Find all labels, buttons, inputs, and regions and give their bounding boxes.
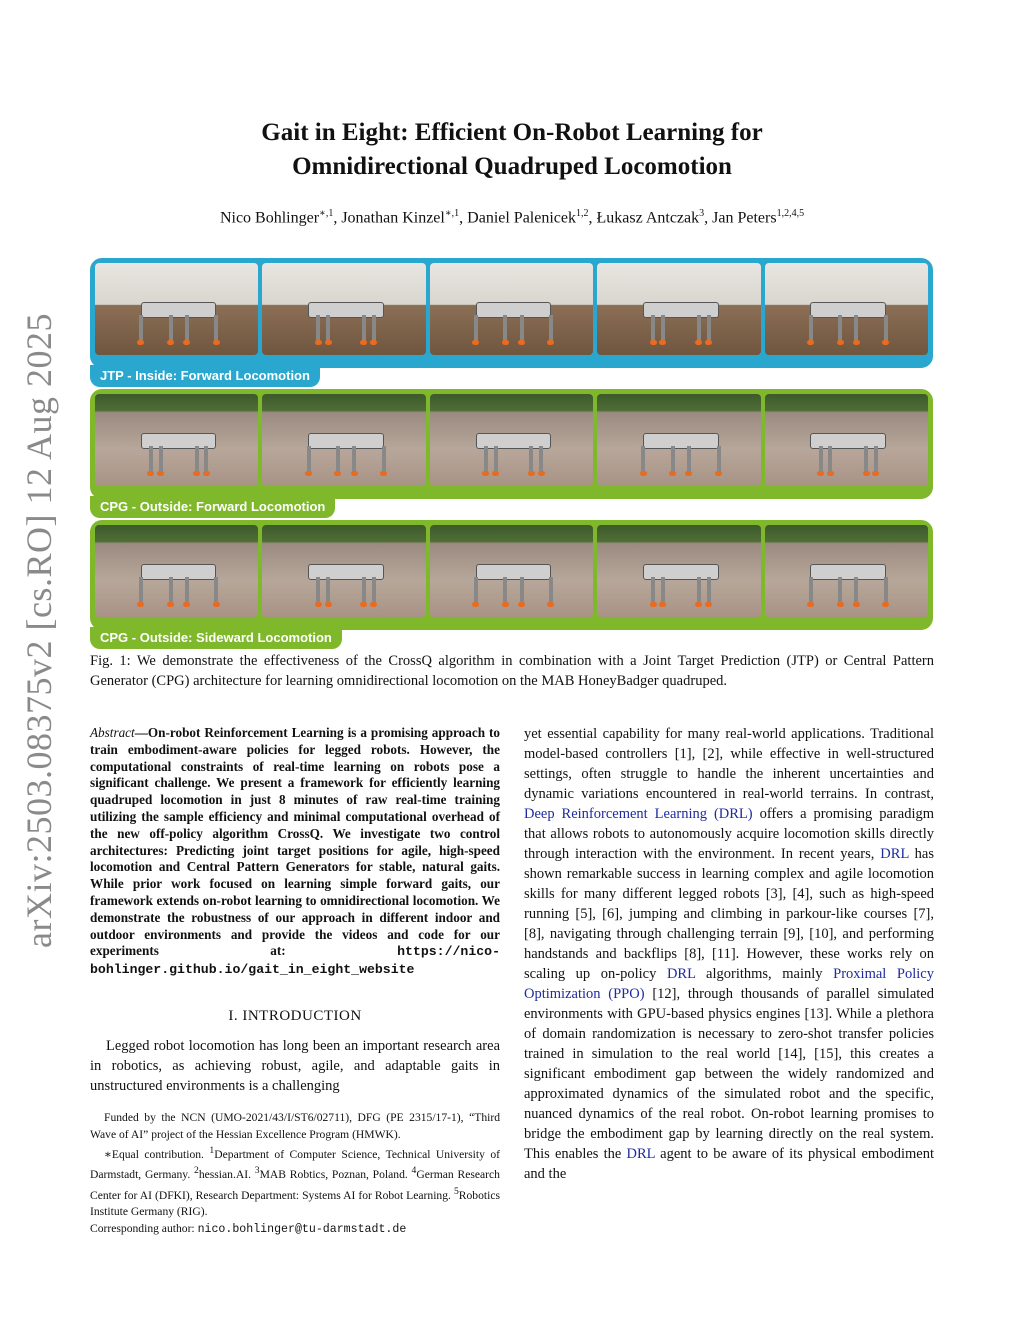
robot-foot: [518, 602, 525, 607]
funding-note: Funded by the NCN (UMO-2021/43/I/ST6/02711), DFG (PE 2315/17-1), “Third Wave of AI” project of the Hessian Excellence Program (HMWK).: [90, 1111, 500, 1141]
panel-label: JTP - Inside: Forward Locomotion: [90, 365, 320, 387]
robot-body: [141, 564, 217, 581]
robot-leg: [484, 446, 488, 474]
affiliation-1: Department of Computer Science, Technical University of Darmstadt, Germany.: [90, 1147, 500, 1182]
robot-leg: [641, 446, 645, 474]
robot-body: [810, 302, 886, 319]
robot-foot: [538, 471, 545, 476]
robot-leg: [316, 315, 320, 343]
robot-foot: [547, 602, 554, 607]
robot-leg: [549, 577, 553, 605]
figure-panel-cpg-sideward: [90, 520, 933, 645]
robot-foot: [882, 340, 889, 345]
robot-leg: [884, 315, 888, 343]
robot-leg: [838, 577, 842, 605]
robot-photo: [430, 394, 593, 486]
drl-acronym-link[interactable]: DRL: [666, 966, 696, 982]
affiliation-5: Robotics Institute Germany (RIG).: [90, 1188, 500, 1219]
robot-photo: [430, 525, 593, 617]
title-line-1: Gait in Eight: Efficient On-Robot Learning for: [261, 119, 763, 146]
robot-leg: [809, 315, 813, 343]
abstract: [90, 725, 500, 979]
robot-body: [643, 433, 719, 450]
affiliation-note: ∗Equal contribution. $^1$Department of Computer Science, Technical University of Darmstadt, Germany. $^2$hessian.AI. $^3$MAB Robtics, Poznan, Poland. $^4$German Research Center for AI (DFKI), Research Department: Systems AI for Robot Learning. $^5$Robotics Institute Germany (RIG).: [90, 1145, 500, 1219]
author-affiliation: ∗,1: [444, 208, 460, 219]
author-affiliation: ∗,1: [319, 208, 334, 219]
robot-leg: [139, 577, 143, 605]
robot-leg: [828, 446, 832, 474]
robot-leg: [529, 446, 533, 474]
equal-contribution: ∗Equal contribution.: [104, 1147, 204, 1161]
robot-leg: [697, 577, 701, 605]
robot-foot: [853, 602, 860, 607]
robot-leg: [661, 577, 665, 605]
robot-foot: [872, 471, 879, 476]
robot-photo: [430, 263, 593, 355]
robot-photo: [597, 525, 760, 617]
abstract-dash: —: [134, 725, 148, 740]
robot-leg: [372, 577, 376, 605]
robot-leg: [316, 577, 320, 605]
robot-foot: [137, 340, 144, 345]
robot-foot: [659, 602, 666, 607]
robot-foot: [640, 471, 647, 476]
robot-foot: [482, 471, 489, 476]
robot-leg: [326, 577, 330, 605]
author: Łukasz Antczak: [596, 209, 700, 227]
robot-leg: [854, 577, 858, 605]
figure-caption: Fig. 1: We demonstrate the effectiveness of the CrossQ algorithm in combination with a Joint Target Prediction (JTP) or Central Pattern Generator (CPG) architecture for learning omnidirectional locomotion on the MAB HoneyBadger quadruped.: [90, 653, 934, 689]
robot-body: [476, 302, 552, 319]
author-list: Nico Bohlinger$^{∗,1}$, Jonathan Kinzel$^{∗,1}$, Daniel Palenicek$^{1,2}$, Łukasz Antczak$^3$, Jan Peters$^{1,2,4,5}$: [219, 208, 805, 227]
robot-foot: [547, 340, 554, 345]
robot-foot: [183, 602, 190, 607]
section-number: I.: [228, 1008, 239, 1024]
author-affiliation: 1,2,4,5: [776, 208, 805, 219]
corresponding-label: Corresponding author:: [90, 1221, 195, 1235]
robot-foot: [334, 471, 341, 476]
robot-foot: [705, 602, 712, 607]
robot-foot: [705, 340, 712, 345]
panel-label: CPG - Outside: Forward Locomotion: [90, 496, 335, 518]
robot-leg: [671, 446, 675, 474]
robot-foot: [472, 340, 479, 345]
robot-foot: [528, 471, 535, 476]
robot-foot: [213, 602, 220, 607]
abstract-body: On-robot Reinforcement Learning is a promising approach to train embodiment-aware policies for legged robots. However, the computational constraints of real-time learning on robots pose a significant challenge. We present a framework for efficiently learning quadruped locomotion in just 8 minutes of raw real-time training utilizing the sample efficiency and minimal computational overhead of the new off-policy algorithm CrossQ. We investigate two control architectures: Predicting joint target positions for agile, high-speed locomotion and Central Pattern Generators for stable, natural gaits. While prior work focused on learning simple forward gaits, our framework extends on-robot learning to omnidirectional locomotion. We demonstrate the robustness of our approach in different indoor and outdoor environments and provide the videos and code for our experiments at:: [90, 725, 500, 959]
affiliation-4: German Research Center for AI (DFKI), Research Department: Systems AI for Robot Learning.: [90, 1168, 500, 1202]
robot-photo: [262, 525, 425, 617]
robot-foot: [817, 471, 824, 476]
robot-foot: [518, 340, 525, 345]
text-run: [12], through thousands of parallel simulated environments with GPU-based physics engines [13]. While a plethora of domain randomization is necessary to zero-shot transfer policies trained in simulation to the real world [14], [15], this creates a significant embodiment gap between the widely randomized and approximated dynamics of the simulated robot and the specific, nuanced dynamics of the real robot. On-robot learning promises to bridge the embodiment gap by learning directly on the real system. This enables the: [524, 986, 934, 1162]
intro-right-column: [524, 724, 934, 1184]
robot-foot: [827, 471, 834, 476]
robot-foot: [502, 602, 509, 607]
robot-photo: [765, 394, 928, 486]
robot-photo: [95, 394, 258, 486]
robot-foot: [695, 602, 702, 607]
robot-leg: [539, 446, 543, 474]
robot-leg: [159, 446, 163, 474]
drl-acronym-link[interactable]: Deep Reinforcement Learning (DRL): [524, 806, 753, 822]
robot-leg: [204, 446, 208, 474]
robot-foot: [685, 471, 692, 476]
robot-leg: [651, 577, 655, 605]
author-affiliation: 1,2: [576, 208, 589, 219]
robot-leg: [717, 446, 721, 474]
robot-foot: [137, 602, 144, 607]
robot-photo: [597, 394, 760, 486]
robot-leg: [195, 446, 199, 474]
robot-leg: [169, 315, 173, 343]
robot-leg: [139, 315, 143, 343]
robot-foot: [853, 340, 860, 345]
robot-foot: [351, 471, 358, 476]
robot-leg: [474, 577, 478, 605]
robot-foot: [183, 340, 190, 345]
robot-foot: [502, 340, 509, 345]
robot-foot: [863, 471, 870, 476]
text-run: offers a promising paradigm that allows robots to autonomously acquire locomotion skills directly through interaction with the environment. In recent years,: [524, 806, 934, 862]
project-url-link[interactable]: https://nico-bohlinger.github.io/gait_in_eight_website: [90, 944, 500, 978]
robot-photo: [262, 263, 425, 355]
image-strip: [95, 394, 928, 486]
robot-foot: [157, 471, 164, 476]
robot-leg: [874, 446, 878, 474]
robot-body: [476, 564, 552, 581]
author: Jan Peters: [712, 209, 777, 227]
robot-leg: [809, 577, 813, 605]
robot-foot: [650, 602, 657, 607]
robot-photo: [95, 525, 258, 617]
robot-body: [810, 564, 886, 581]
robot-photo: [95, 263, 258, 355]
robot-leg: [884, 577, 888, 605]
title-line-2: Omnidirectional Quadruped Locomotion: [292, 153, 732, 180]
robot-leg: [307, 446, 311, 474]
robot-foot: [695, 340, 702, 345]
robot-leg: [864, 446, 868, 474]
paper-title: [90, 116, 934, 184]
robot-foot: [492, 471, 499, 476]
robot-foot: [203, 471, 210, 476]
robot-foot: [370, 602, 377, 607]
robot-leg: [494, 446, 498, 474]
intro-paragraph: [90, 1036, 500, 1096]
image-strip: [95, 263, 928, 355]
image-strip: [95, 525, 928, 617]
robot-foot: [325, 340, 332, 345]
robot-leg: [549, 315, 553, 343]
robot-body: [141, 302, 217, 319]
affiliation-2: hessian.AI.: [198, 1168, 252, 1182]
robot-photo: [765, 263, 928, 355]
text-run: yet essential capability for many real-world applications. Traditional model-based controllers [1], [2], while effective in well-structured settings, often struggle to handle the inherent uncertainties and dynamic variations encountered in real-world terrains. In contrast,: [524, 726, 934, 802]
robot-leg: [214, 577, 218, 605]
robot-photo: [262, 394, 425, 486]
robot-foot: [370, 340, 377, 345]
robot-leg: [707, 315, 711, 343]
robot-photo: [597, 263, 760, 355]
author: Daniel Palenicek: [467, 209, 576, 227]
text-run: algorithms, mainly: [695, 966, 834, 982]
robot-leg: [661, 315, 665, 343]
panel-label: CPG - Outside: Sideward Locomotion: [90, 627, 342, 649]
robot-leg: [819, 446, 823, 474]
affiliation-3: MAB Robtics, Poznan, Poland.: [259, 1168, 408, 1182]
robot-foot: [882, 602, 889, 607]
robot-foot: [193, 471, 200, 476]
figure-panel-jtp-inside: [90, 258, 933, 383]
drl-acronym-link[interactable]: DRL: [880, 846, 909, 862]
intro-right-text: [524, 724, 934, 1184]
author: Nico Bohlinger: [219, 209, 320, 227]
robot-foot: [213, 340, 220, 345]
drl-acronym-link[interactable]: DRL: [626, 1146, 655, 1162]
author: Jonathan Kinzel: [341, 209, 445, 227]
robot-leg: [185, 577, 189, 605]
robot-leg: [372, 315, 376, 343]
robot-foot: [167, 340, 174, 345]
intro-text: Legged robot locomotion has long been an important research area in robotics, as achieving robust, agile, and adaptable gaits in unstructured environments is a challenging: [90, 1038, 500, 1094]
robot-leg: [503, 577, 507, 605]
robot-foot: [837, 340, 844, 345]
robot-leg: [382, 446, 386, 474]
robot-foot: [659, 340, 666, 345]
robot-foot: [669, 471, 676, 476]
robot-leg: [336, 446, 340, 474]
robot-leg: [854, 315, 858, 343]
text-run: agent to be aware of its physical embodiment and the: [524, 1146, 934, 1182]
arxiv-side-stamp: arXiv:2503.08375v2 [cs.RO] 12 Aug 2025: [19, 313, 59, 948]
robot-leg: [651, 315, 655, 343]
robot-foot: [315, 340, 322, 345]
text-run: has shown remarkable success in learning complex and agile locomotion skills for many different legged robots [3], [4], such as high-speed running [5], [6], jumping and climbing in parkour-like courses [7], [8], navigating through challenging terrain [9], [10], and performing handstands and backflips [8], [11]. However, these works rely on scaling up on-policy: [524, 846, 934, 982]
robot-foot: [167, 602, 174, 607]
robot-foot: [147, 471, 154, 476]
robot-leg: [520, 315, 524, 343]
robot-foot: [807, 340, 814, 345]
robot-foot: [807, 602, 814, 607]
author-affiliation: 3: [699, 208, 705, 219]
robot-leg: [185, 315, 189, 343]
robot-leg: [362, 315, 366, 343]
robot-leg: [474, 315, 478, 343]
robot-leg: [362, 577, 366, 605]
robot-foot: [472, 602, 479, 607]
robot-foot: [305, 471, 312, 476]
robot-foot: [715, 471, 722, 476]
robot-leg: [707, 577, 711, 605]
robot-leg: [352, 446, 356, 474]
robot-leg: [520, 577, 524, 605]
robot-foot: [650, 340, 657, 345]
section-title: INTRODUCTION: [242, 1008, 362, 1024]
corresponding-note: [90, 1221, 500, 1239]
section-heading: [90, 1008, 500, 1025]
robot-leg: [687, 446, 691, 474]
robot-foot: [380, 471, 387, 476]
robot-body: [308, 433, 384, 450]
robot-leg: [214, 315, 218, 343]
robot-leg: [838, 315, 842, 343]
robot-foot: [837, 602, 844, 607]
robot-foot: [325, 602, 332, 607]
robot-leg: [697, 315, 701, 343]
robot-leg: [326, 315, 330, 343]
robot-foot: [360, 340, 367, 345]
figure-panel-cpg-forward: [90, 389, 933, 514]
robot-foot: [315, 602, 322, 607]
ppo-acronym-link[interactable]: Proximal Policy Optimization (PPO): [524, 966, 934, 1002]
robot-leg: [503, 315, 507, 343]
robot-foot: [360, 602, 367, 607]
corresponding-email[interactable]: nico.bohlinger@tu-darmstadt.de: [197, 1222, 407, 1236]
robot-photo: [765, 525, 928, 617]
footnote: [90, 1110, 500, 1238]
robot-leg: [169, 577, 173, 605]
abstract-lead: Abstract: [90, 725, 135, 740]
robot-leg: [149, 446, 153, 474]
